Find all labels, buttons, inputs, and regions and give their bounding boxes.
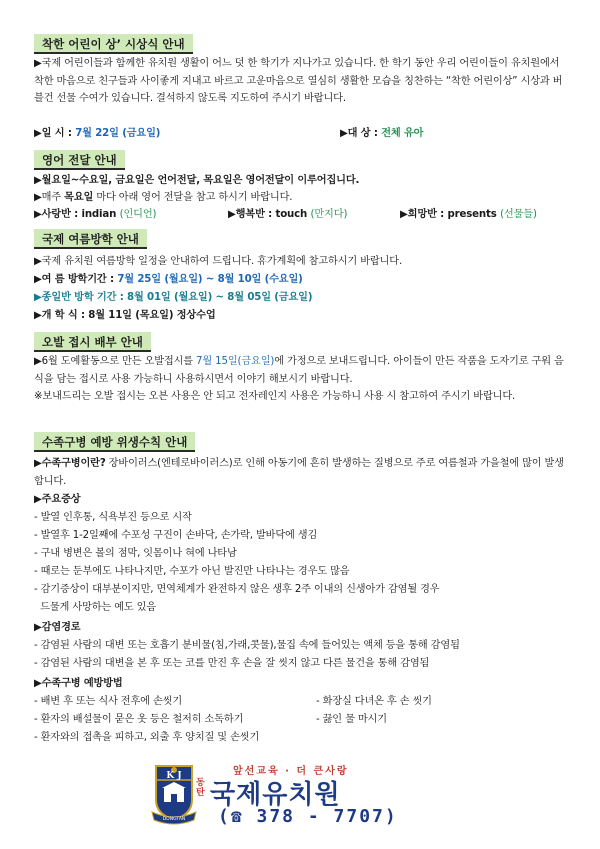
school-phone: (☎ 378 - 7707): [218, 806, 398, 827]
section-title-plate: 오발 접시 배부 안내: [34, 332, 151, 352]
school-crest-logo: [150, 762, 198, 826]
class-haengbok: ▶행복반 : touch (만지다): [228, 209, 348, 220]
class-huimang: ▶희망반 : presents (선물들): [400, 209, 537, 220]
prevention-item: - 끓인 물 마시기: [316, 714, 387, 725]
school-location-mark: 동탄: [196, 778, 205, 798]
section-title-hfmd: 수족구병 예방 위생수칙 안내: [34, 432, 195, 452]
prevention-item: - 배변 후 또는 식사 전후에 손씻기: [34, 696, 183, 707]
symptom-item: - 감기증상이 대부분이지만, 면역체계가 완전하지 않은 생후 2주 이내의 신생아가 감염될 경우: [34, 584, 440, 595]
vacation-period: ▶여 름 방학기간 : 7월 25일 (월요일) ~ 8월 10일 (수요일): [34, 274, 303, 285]
prevention-heading: ▶수족구병 예방방법: [34, 678, 123, 689]
symptoms-heading: ▶주요증상: [34, 494, 81, 505]
symptom-item: 드물게 사망하는 예도 있음: [34, 602, 157, 613]
symptom-item: - 발열 인후통, 식욕부진 등으로 시작: [34, 512, 192, 523]
section-title-award: 착한 어린이 상’ 시상식 안내: [34, 34, 193, 54]
section-title-vacation: 국제 여름방학 안내: [34, 229, 147, 249]
plate-paragraph-1: ▶6월 도예활동으로 만든 오발접시를 7월 15일(금요일)에 가정으로 보내드립니다. 아이들이 만든 작품을 도자기로 구워 음식을 담는 접시로 사용 가능하니 사용하시면서 이야기 해보시기 바랍니다.: [34, 356, 564, 385]
symptom-item: - 구내 병변은 볼의 점막, 잇몸이나 혀에 나타남: [34, 548, 237, 559]
section-title-english: 영어 전달 안내: [34, 150, 125, 170]
prevention-item: - 화장실 다녀온 후 손 씻기: [316, 696, 432, 707]
crest-letters: K J: [166, 771, 182, 781]
route-item: - 감염된 사람의 대변 또는 호흡기 분비물(침,가래,콧물),물집 속에 들어있는 액체 등을 통해 감염됨: [34, 640, 460, 651]
symptom-item: - 발열후 1-2일째에 수포성 구진이 손바닥, 손가락, 발바닥에 생김: [34, 530, 318, 541]
school-name: 국제유치원: [210, 780, 341, 810]
english-line-2: ▶매주 목요일 마다 아래 영어 전달을 참고 하시기 바랍니다.: [34, 192, 293, 203]
school-opening: ▶개 학 식 : 8월 11일 (목요일) 정상수업: [34, 310, 216, 321]
class-sarang: ▶사랑반 : indian (인디언): [34, 209, 157, 220]
symptom-item: - 때로는 둔부에도 나타나지만, 수포가 아닌 발진만 나타나는 경우도 많음: [34, 566, 350, 577]
prevention-item: - 환자의 배설물이 묻은 옷 등은 철저히 소독하기: [34, 714, 244, 725]
plate-paragraph-2: ※보내드리는 오발 접시는 오븐 사용은 안 되고 전자레인지 사용은 가능하니 사용 시 참고하여 주시기 바랍니다.: [34, 391, 516, 402]
route-heading: ▶감염경로: [34, 622, 81, 633]
award-date: ▶일 시 : 7월 22일 (금요일): [34, 128, 161, 139]
school-slogan: 앞선교육 · 더 큰사랑: [233, 766, 349, 777]
route-item: - 감염된 사람의 대변을 본 후 또는 코를 만진 후 손을 잘 씻지 않고 다른 물건을 통해 감염됨: [34, 658, 430, 669]
award-paragraph: ▶국제 어린이들과 함께한 유치원 생활이 어느 덧 한 학기가 지나가고 있습니다. 한 학기 동안 우리 어린이들이 유치원에서 착한 마음으로 친구들과 사이좋게 지내고 바르고 고운마음으로 열심히 생활한 모습을 칭찬하는 “착한 어린이상” 시상과 버블건 선물 수여가 있습니다. 결석하지 않도록 지도하여 주시기 바랍니다.: [34, 58, 563, 104]
english-line-1: ▶월요일~수요일, 금요일은 언어전달, 목요일은 영어전달이 이루어집니다.: [34, 175, 360, 186]
vacation-intro: ▶국제 유치원 여름방학 일정을 안내하여 드립니다. 휴가계획에 참고하시기 바랍니다.: [34, 256, 403, 267]
prevention-item: - 환자와의 접촉을 피하고, 외출 후 양치질 및 손씻기: [34, 732, 260, 743]
hfmd-definition: ▶수족구병이란? 장바이러스(엔테로바이러스)로 인해 아동기에 흔히 발생하는 질병으로 주로 여름철과 가을철에 많이 발생합니다.: [34, 458, 564, 487]
allday-vacation-period: ▶종일반 방학 기간 : 8월 01일 (월요일) ~ 8월 05일 (금요일): [34, 292, 313, 303]
award-target: ▶대 상 : 전체 유아: [340, 128, 424, 139]
crest-caption: DONGTAN: [162, 817, 186, 822]
